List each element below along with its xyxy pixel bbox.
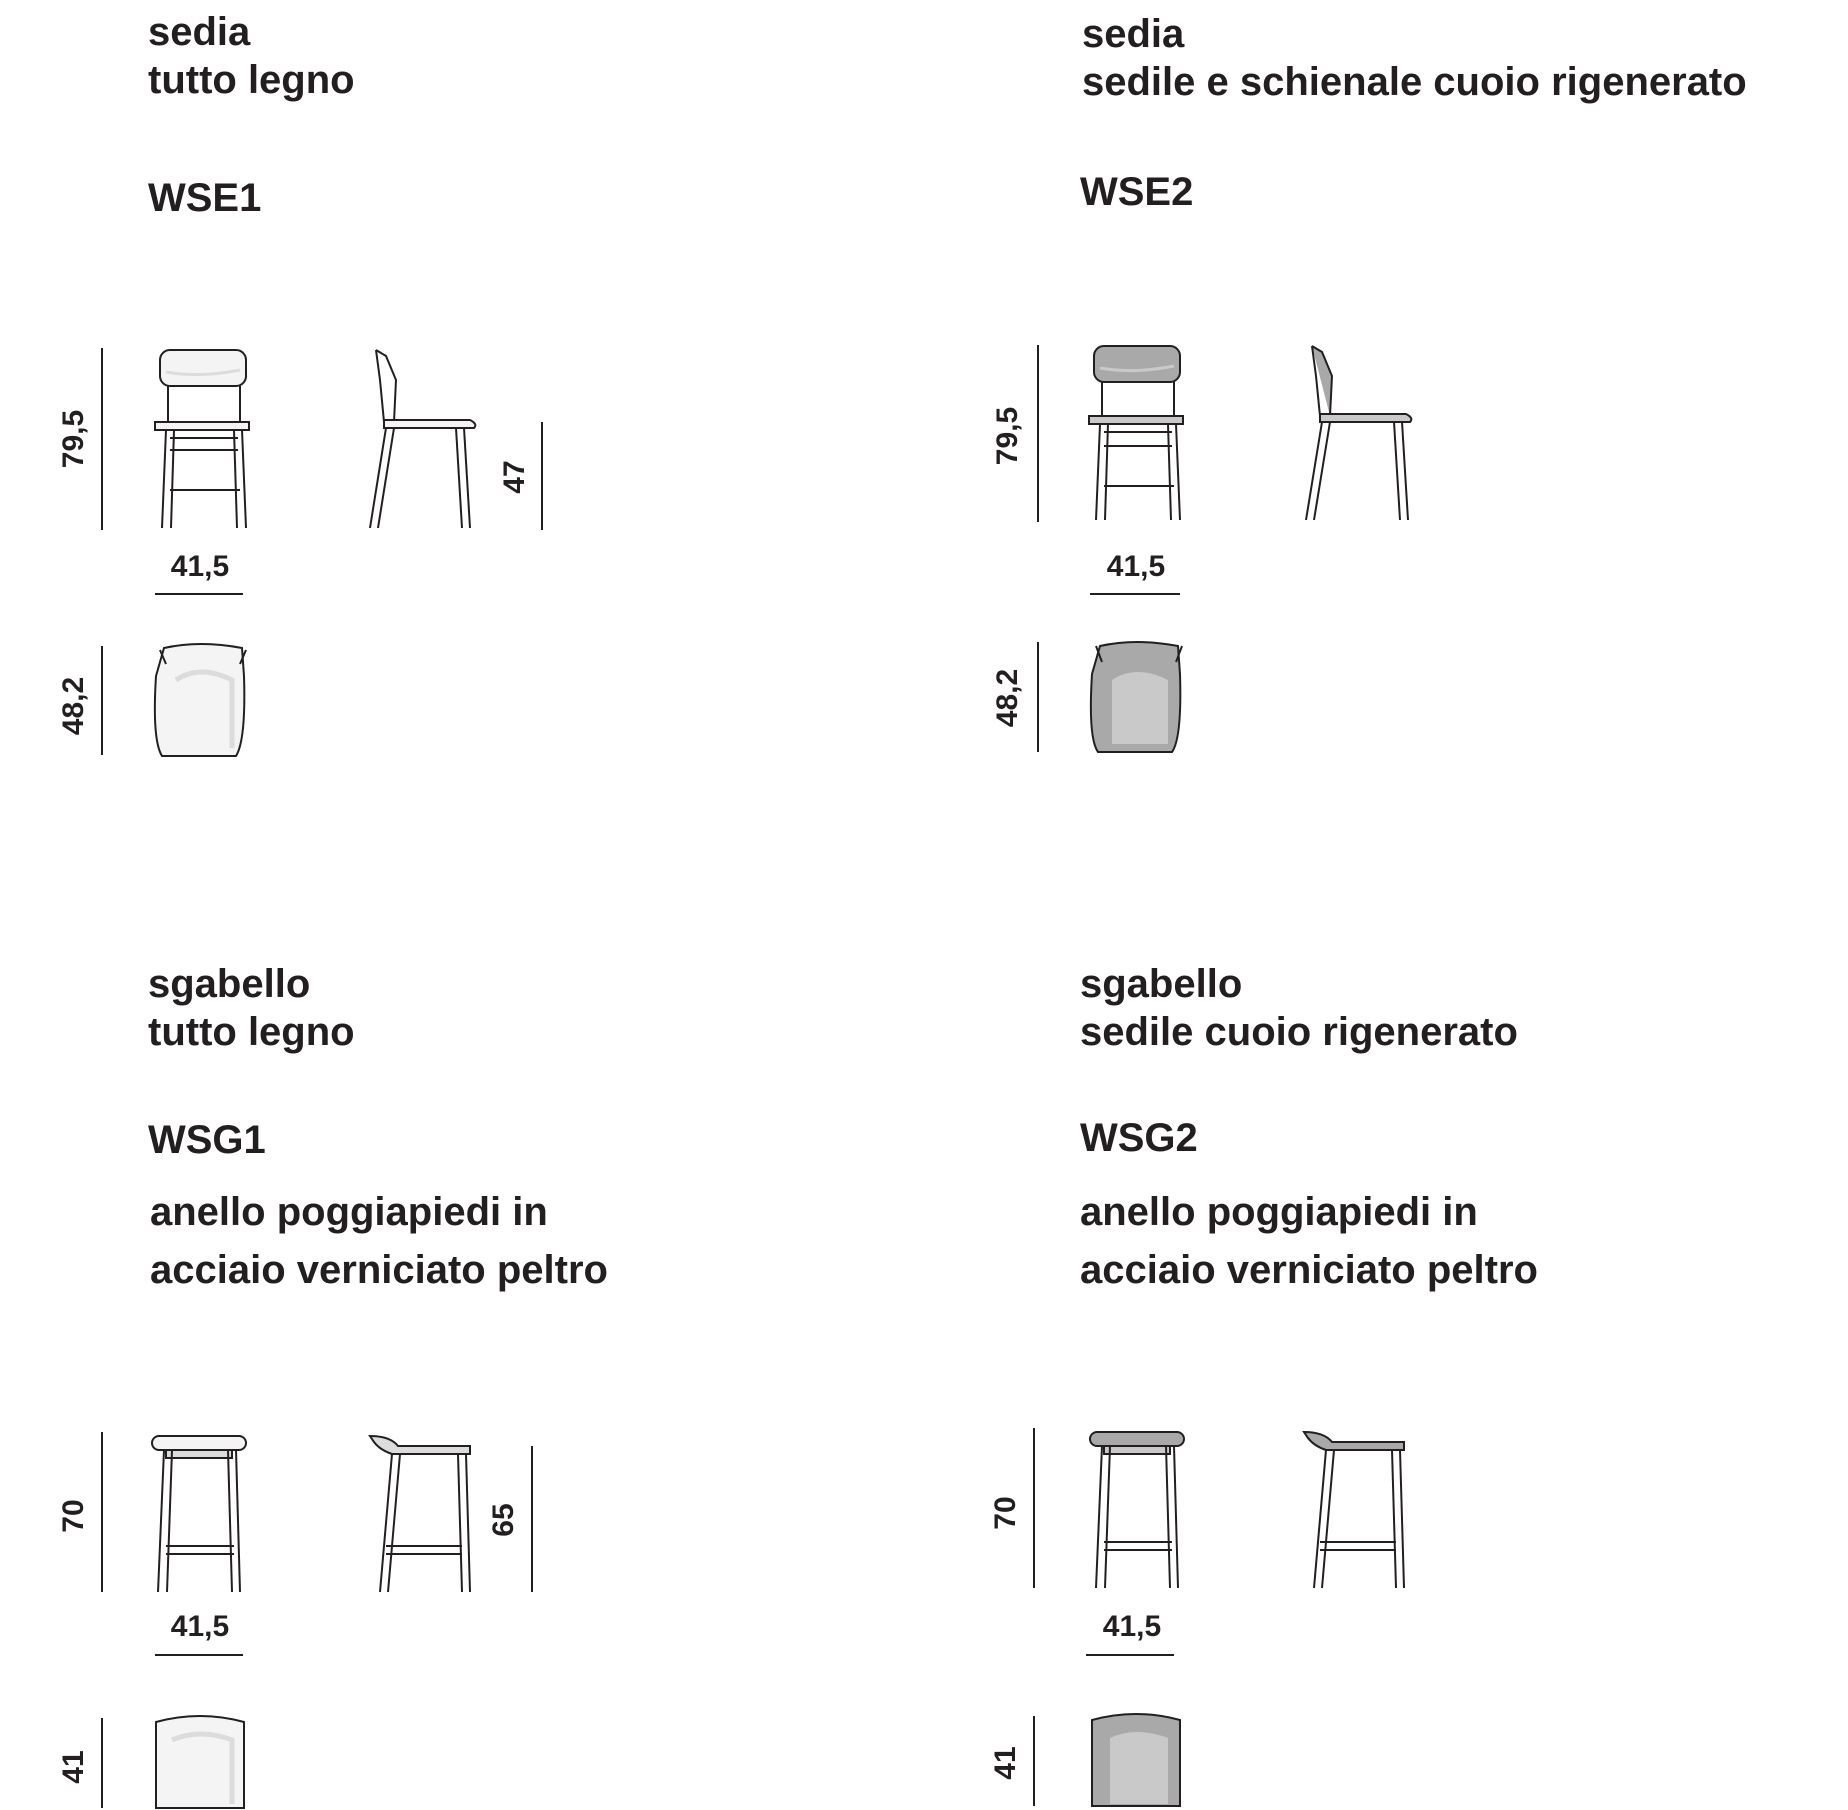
width-dimension-label: 41,5	[1102, 1610, 1162, 1643]
footrest-note-line-2: acciaio verniciato peltro	[1080, 1248, 1538, 1292]
product-type: sedia	[148, 10, 251, 54]
footrest-note-line-1: anello poggiapiedi in	[150, 1190, 548, 1234]
seat-height-dimension-label: 47	[498, 460, 531, 494]
product-type: sedia	[1082, 12, 1185, 56]
height-dimension-label: 70	[989, 1496, 1022, 1530]
side-view-stool	[1304, 1432, 1404, 1588]
width-dimension-label: 41,5	[170, 550, 230, 583]
product-type: sgabello	[148, 962, 311, 1006]
product-type: sgabello	[1080, 962, 1243, 1006]
top-view-stool	[1092, 1714, 1180, 1806]
product-code: WSG1	[148, 1118, 266, 1162]
depth-dimension-label: 48,2	[57, 676, 90, 736]
product-code: WSG2	[1080, 1116, 1198, 1160]
depth-dimension-label: 41	[989, 1746, 1022, 1780]
product-material: tutto legno	[148, 58, 355, 102]
depth-dimension-label: 48,2	[991, 668, 1024, 728]
product-code: WSE2	[1080, 170, 1194, 214]
footrest-note-line-2: acciaio verniciato peltro	[150, 1248, 608, 1292]
height-dimension-label: 70	[57, 1499, 90, 1533]
product-material: tutto legno	[148, 1010, 355, 1054]
product-material: sedile e schienale cuoio rigenerato	[1082, 60, 1747, 104]
height-dimension-label: 79,5	[57, 409, 90, 469]
width-dimension-label: 41,5	[170, 1610, 230, 1643]
footrest-note-line-1: anello poggiapiedi in	[1080, 1190, 1478, 1234]
width-dimension-label: 41,5	[1106, 550, 1166, 583]
depth-dimension-label: 41	[57, 1750, 90, 1784]
product-material: sedile cuoio rigenerato	[1080, 1010, 1518, 1054]
product-code: WSE1	[148, 176, 262, 220]
seat-height-dimension-label: 65	[487, 1503, 520, 1537]
height-dimension-label: 79,5	[991, 406, 1024, 466]
front-view-stool	[1090, 1432, 1184, 1588]
